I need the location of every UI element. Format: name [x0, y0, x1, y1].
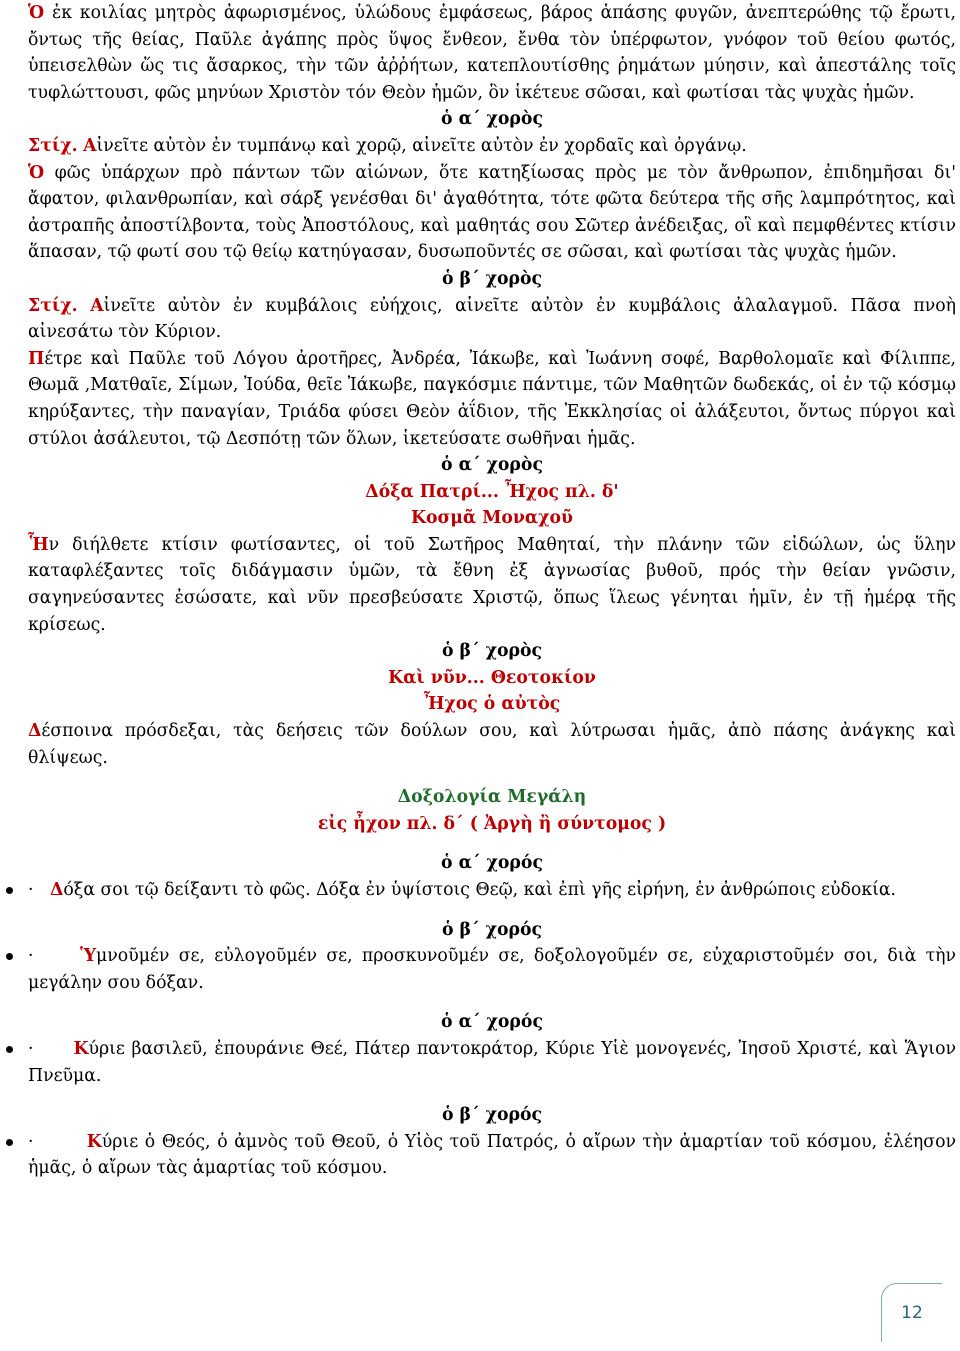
choir-heading: ὁ α΄ χορὸς: [441, 109, 543, 130]
verse-text: ἰνεῖτε αὐτὸν ἐν κυμβάλοις εὐήχοις, αἰνεῖτε αὐτὸν ἐν κυμβάλοις ἀλαλαγμοῦ. Πᾶσα πνοὴ αἰνεσάτω τὸν Κύριον.: [28, 295, 956, 343]
doxa-heading: Δόξα Πατρί... Ἦχος πλ. δ': [365, 481, 619, 502]
list-item: · Κύριε βασιλεῦ, ἐπουράνιε Θεέ, Πάτερ παντοκράτορ, Κύριε Υἱὲ μονογενές, Ἰησοῦ Χριστέ, καὶ Ἅγιον Πνεῦμα.: [28, 1036, 956, 1089]
paragraph-text: ἐκ κοιλίας μητρὸς ἀφωρισμένος, ὑλώδους ἐμφάσεως, βάρος ἁπάσης φυγῶν, ἀνεπτερώθης τῷ ἔρωτι, ὄντως τῆς θείας, Παῦλε ἀγάπης πρὸς ὕψος ἔνθεον, ἔνθα τὸν ὑπέρφωτον, γνόφον τοῦ θείου φωτός, ὑπεισελθὼν ὥς τις ἄσαρκος, τὴν τῶν ἀῤῥήτων, κατεπλουτίσθης ῥημάτων μύησιν, καὶ ἀπεστάλης τοῖς τυφλώττουσι, φῶς μηνύων Χριστὸν τόν Θεὸν ἡμῶν, ὃν ἱκέτευε σῶσαι, καὶ φωτίσαι τὰς ψυχὰς ἡμῶν.: [28, 3, 956, 103]
doxology-title: Δοξολογία Μεγάλη: [397, 787, 587, 808]
list-item-text: ύριε βασιλεῦ, ἐπουράνιε Θεέ, Πάτερ παντοκράτορ, Κύριε Υἱὲ μονογενές, Ἰησοῦ Χριστέ, καὶ Ἅγιον Πνεῦμα.: [28, 1038, 956, 1086]
list-item-text: ύριε ὁ Θεός, ὁ ἀμνὸς τοῦ Θεοῦ, ὁ Υἱὸς τοῦ Πατρός, ὁ αἴρων τὴν ἁμαρτίαν τοῦ κόσμου, ἐλέησον ἡμᾶς, ὁ αἴρων τὰς ἁμαρτίας τοῦ κόσμου.: [28, 1131, 956, 1179]
choir-heading: ὁ β΄ χορός: [441, 919, 543, 940]
list-item-text: όξα σοι τῷ δείξαντι τὸ φῶς. Δόξα ἐν ὑψίστοις Θεῷ, καὶ ἐπὶ γῆς εἰρήνη, ἐν ἀνθρώποις εὐδοκία.: [63, 880, 897, 900]
initial-letter: Κ: [73, 1038, 89, 1059]
initial-letter: Δ: [28, 721, 42, 742]
initial-letter: Κ: [86, 1131, 102, 1152]
initial-letter: Ὁ: [28, 162, 45, 183]
paragraph-text: ν διήλθετε κτίσιν φωτίσαντες, οἱ τοῦ Σωτῆρος Μαθηταί, τὴν πλάνην τῶν εἰδώλων, ὡς ὕλην καταφλέξαντες τοῖς διδάγμασιν ὑμῶν, τὰ ἔθνη ἐξ ἀγνωσίας βυθοῦ, πρός τὴν θείαν γνῶσιν, σαγηνεύσαντες ἐσώσατε, καὶ νῦν πρεσβεύσατε Χριστῷ, ὅπως ἵλεως γένηται ἡμῖν, ἐν τῇ ἡμέρᾳ τῆς κρίσεως.: [28, 534, 956, 635]
verse-line: [28, 133, 956, 160]
initial-letter: Ὑ: [80, 946, 97, 967]
choir-heading: ὁ β΄ χορὸς: [441, 641, 543, 662]
choir-heading: ὁ β΄ χορός: [441, 1105, 543, 1126]
initial-letter: Δ: [49, 880, 64, 900]
verse-label: Στίχ.: [28, 135, 78, 156]
doxastikon-paragraph: [28, 532, 956, 638]
verse-label: Στίχ.: [28, 295, 78, 316]
initial-letter: Α: [83, 135, 97, 156]
page-number: 12: [881, 1283, 942, 1342]
choir-heading: ὁ α΄ χορὸς: [441, 455, 543, 476]
bullet-icon: [6, 1046, 13, 1053]
list-item: · Κύριε ὁ Θεός, ὁ ἀμνὸς τοῦ Θεοῦ, ὁ Υἱὸς τοῦ Πατρός, ὁ αἴρων τὴν ἁμαρτίαν τοῦ κόσμου, ἐλέησον ἡμᾶς, ὁ αἴρων τὰς ἁμαρτίας τοῦ κόσμου.: [28, 1129, 956, 1182]
author-heading: Κοσμᾶ Μοναχοῦ: [410, 508, 574, 529]
theotokion-heading: Καὶ νῦν... Θεοτοκίον: [388, 667, 596, 688]
paragraph-text: φῶς ὑπάρχων πρὸ πάντων τῶν αἰώνων, ὅτε κατηξίωσας πρὸς με τὸν ἄνθρωπον, ἐπιδημῆσαι δι' ἄφατον, φιλανθρωπίαν, καὶ σάρξ γενέσθαι δι' ἀγαθότητα, τότε φῶτα δεύτερα τῆς σῆς λαμπρότητος, καὶ ἀστραπῆς ἀποστίλβοντα, τοὺς Ἀποστόλους, καὶ μαθητάς σου Σῶτερ ἀνέδειξας, οἳ καὶ πεμφθέντες κτίσιν ἅπασαν, τῷ φωτί σου τῷ θείῳ κατηύγασαν, δυσωποῦντές σε σῶσαι, καὶ φωτίσαι τὰς ψυχὰς ἡμῶν.: [28, 162, 956, 263]
verse-text: ἰνεῖτε αὐτὸν ἐν τυμπάνῳ καὶ χορῷ, αἰνεῖτε αὐτὸν ἐν χορδαῖς καὶ ὀργάνῳ.: [96, 135, 747, 156]
document-page: [28, 0, 956, 1182]
troparion-paragraph: [28, 0, 956, 106]
list-item: · Δόξα σοι τῷ δείξαντι τὸ φῶς. Δόξα ἐν ὑψίστοις Θεῷ, καὶ ἐπὶ γῆς εἰρήνη, ἐν ἀνθρώποις εὐδοκία.: [28, 877, 956, 904]
bullet-icon: [6, 953, 13, 960]
choir-heading: ὁ α΄ χορός: [441, 1012, 543, 1033]
doxology-tone: εἰς ἦχον πλ. δ΄ ( Ἀργὴ ἢ σύντομος ): [317, 813, 667, 834]
choir-heading: ὁ α΄ χορός: [441, 853, 543, 874]
initial-letter: Α: [90, 295, 104, 316]
verse-line: [28, 293, 956, 346]
list-item-text: μνοῦμέν σε, εὐλογοῦμέν σε, προσκυνοῦμέν σε, δοξολογοῦμέν σε, εὐχαριστοῦμέν σοι, διὰ τὴν μεγάλην σου δόξαν.: [28, 946, 956, 993]
initial-letter: Ὁ: [28, 3, 45, 23]
troparion-paragraph: [28, 346, 956, 452]
tone-heading: Ἦχος ὁ αὐτὸς: [423, 694, 561, 715]
initial-letter: Π: [28, 348, 45, 369]
bullet-icon: [6, 887, 13, 894]
troparion-paragraph: [28, 160, 956, 266]
list-item: · Ὑμνοῦμέν σε, εὐλογοῦμέν σε, προσκυνοῦμέν σε, δοξολογοῦμέν σε, εὐχαριστοῦμέν σοι, διὰ τὴν μεγάλην σου δόξαν.: [28, 943, 956, 996]
theotokion-paragraph: [28, 718, 956, 771]
paragraph-text: έτρε καὶ Παῦλε τοῦ Λόγου ἀροτῆρες, Ἀνδρέα, Ἰάκωβε, καὶ Ἰωάννη σοφέ, Βαρθολομαῖε καὶ Φίλιππε, Θωμᾶ ,Ματθαῖε, Σίμων, Ἰούδα, θεῖε Ἰάκωβε, παγκόσμιε πάντιμε, τῶν Μαθητῶν δωδεκάς, οἱ ἐν τῷ κόσμῳ κηρύξαντες, τὴν παναγίαν, Τριάδα φύσει Θεὸν ἀΐδιον, τῆς Ἐκκλησίας οἱ ἀλάξευτοι, ὄντως πύργοι καὶ στύλοι ἀσάλευτοι, τῷ Δεσπότῃ τῶν ὅλων, ἱκετεύσατε σωθῆναι ἡμᾶς.: [28, 348, 956, 449]
bullet-icon: [6, 1139, 13, 1146]
choir-heading: ὁ β΄ χορὸς: [441, 268, 543, 289]
paragraph-text: έσποινα πρόσδεξαι, τὰς δεήσεις τῶν δούλων σου, καὶ λύτρωσαι ἡμᾶς, ἀπὸ πάσης ἀνάγκης καὶ θλίψεως.: [28, 721, 956, 768]
initial-letter: Ἧ: [28, 534, 49, 555]
